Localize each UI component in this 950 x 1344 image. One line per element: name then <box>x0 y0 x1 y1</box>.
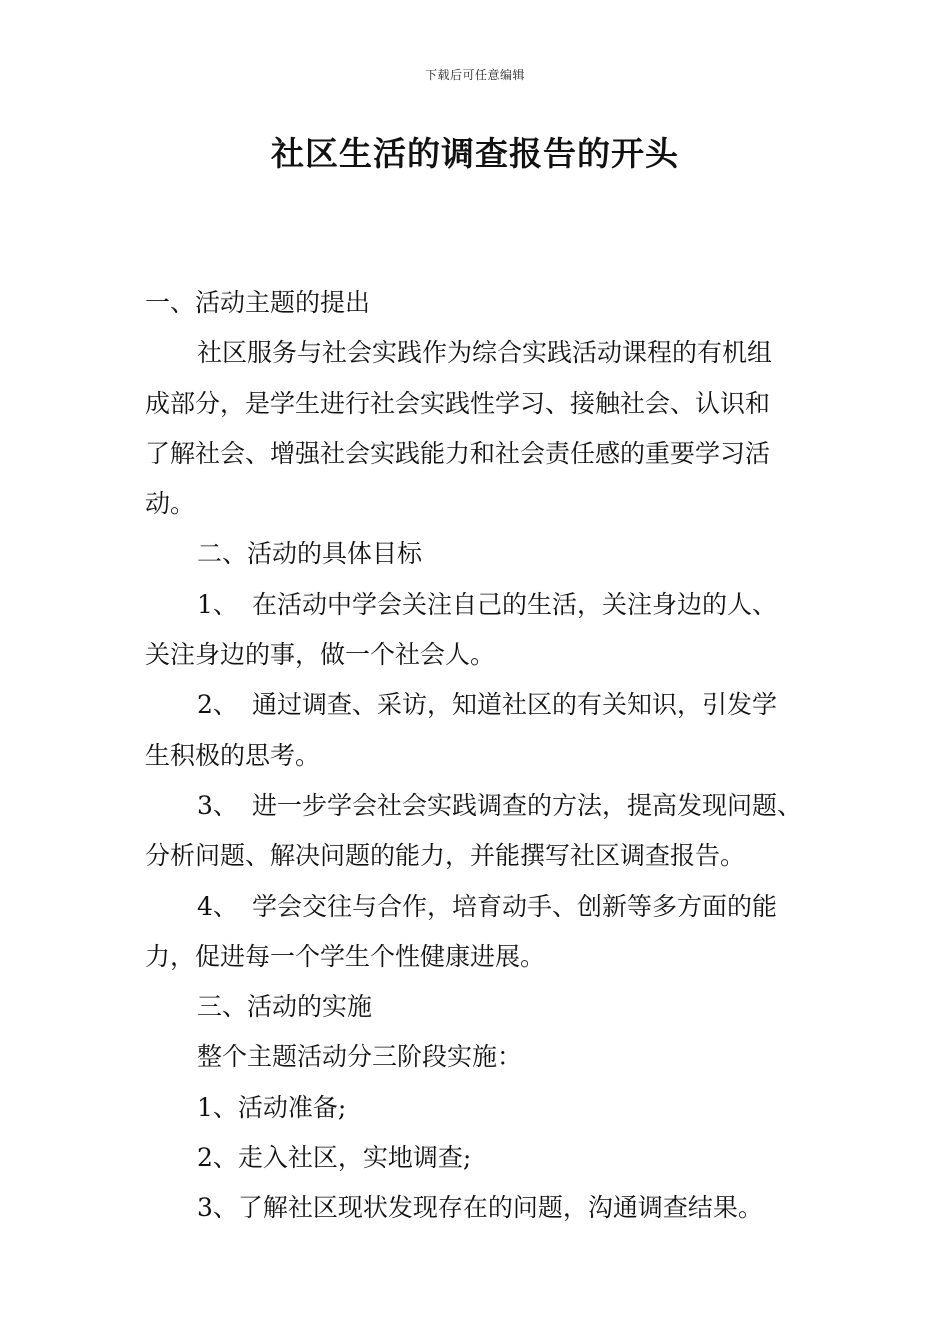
goal-item-1-continued: 关注身边的事，做一个社会人。 <box>145 640 496 670</box>
section-heading-1: 一、活动主题的提出 <box>145 288 371 317</box>
document-body <box>145 278 815 1234</box>
paragraph-line: 社区服务与社会实践作为综合实践活动课程的有机组 <box>197 338 773 368</box>
goal-item-2-continued: 生积极的思考。 <box>145 740 321 770</box>
section-heading-2: 二、活动的具体目标 <box>197 539 423 569</box>
paragraph-line: 成部分，是学生进行社会实践性学习、接触社会、认识和 <box>145 388 771 418</box>
document-title: 社区生活的调查报告的开头 <box>271 134 679 173</box>
goal-number: 4、 <box>197 891 238 921</box>
goal-number: 1、 <box>197 589 238 619</box>
implementation-step-2: 2、走入社区，实地调查; <box>197 1143 472 1173</box>
header-note: 下载后可任意编辑 <box>424 68 525 82</box>
goal-item-3-continued: 分析问题、解决问题的能力，并能撰写社区调查报告。 <box>145 841 746 871</box>
goal-item-1 <box>145 580 815 630</box>
goal-number: 2、 <box>197 690 238 720</box>
goal-item-2 <box>145 680 815 730</box>
section-heading-3: 三、活动的实施 <box>197 992 373 1022</box>
goal-item-3 <box>145 781 815 831</box>
paragraph-line: 动。 <box>145 489 196 519</box>
implementation-step-3: 3、了解社区现状发现存在的问题，沟通调查结果。 <box>197 1193 763 1223</box>
paragraph-line: 了解社会、增强社会实践能力和社会责任感的重要学习活 <box>145 438 771 468</box>
goal-text: 进一步学会社会实践调查的方法，提高发现问题、 <box>252 790 803 820</box>
implementation-step-1: 1、活动准备; <box>197 1092 347 1122</box>
goal-number: 3、 <box>197 790 238 820</box>
goal-text: 在活动中学会关注自己的生活，关注身边的人、 <box>252 589 778 619</box>
implementation-intro: 整个主题活动分三阶段实施： <box>197 1042 523 1072</box>
goal-text: 通过调查、采访，知道社区的有关知识，引发学 <box>252 690 778 720</box>
goal-item-4 <box>145 882 815 932</box>
goal-text: 学会交往与合作，培育动手、创新等多方面的能 <box>252 891 778 921</box>
goal-item-4-continued: 力，促进每一个学生个性健康进展。 <box>145 941 546 971</box>
